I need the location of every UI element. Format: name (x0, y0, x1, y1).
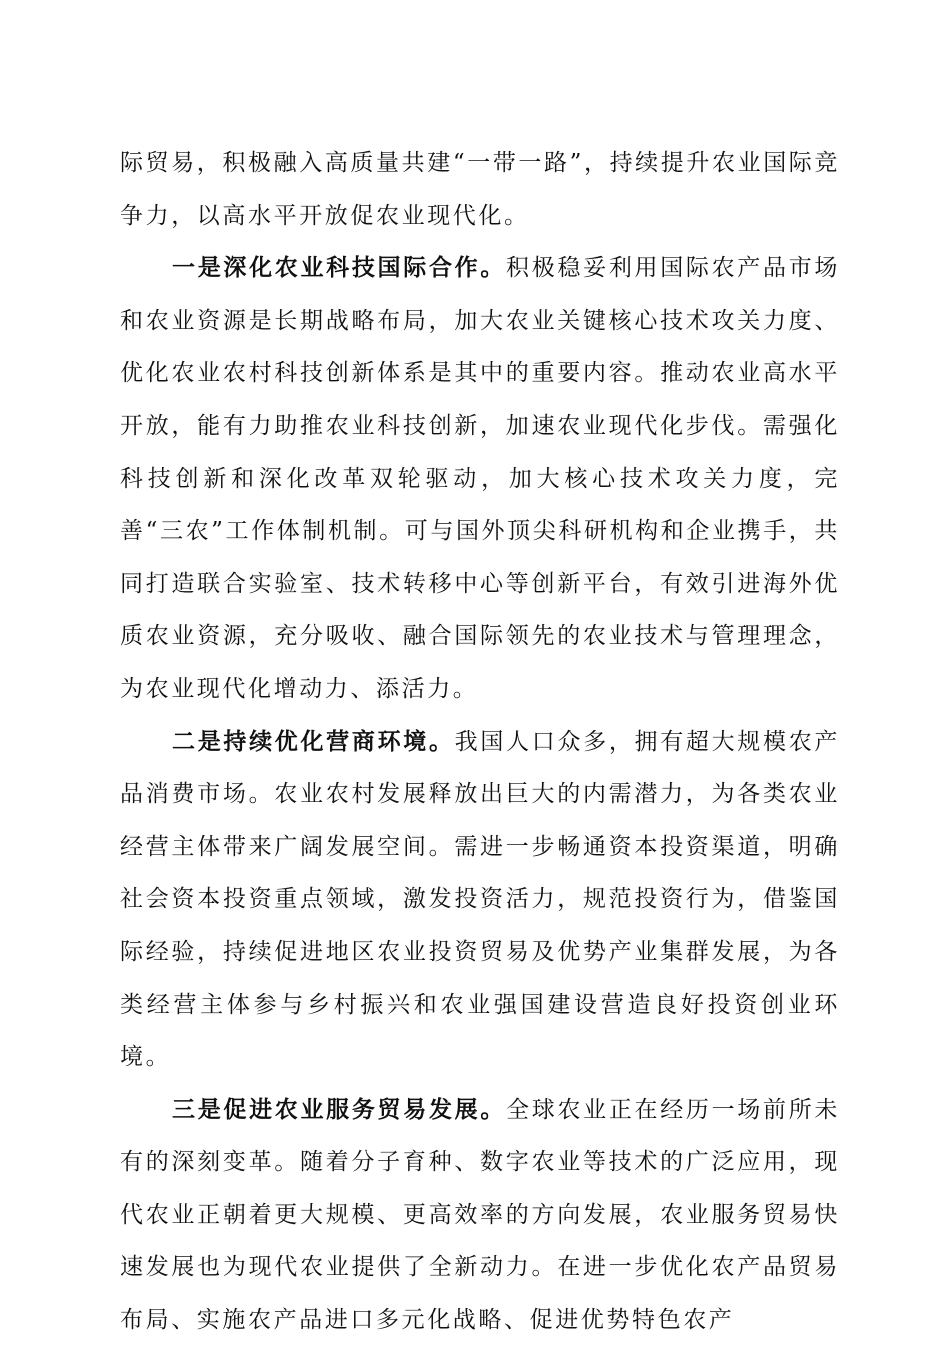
paragraph-continuation (120, 137, 840, 242)
paragraph-heading: 三是促进农业服务贸易发展。 (172, 1095, 507, 1123)
paragraph-text: 全球农业正在经历一场前所未有的深刻变革。随着分子育种、数字农业等技术的广泛应用，现代农业正朝着更大规模、更高效率的方向发展，农业服务贸易快速发展也为现代农业提供了全新动力。在进一步优化农产品贸易布局、实施农产品进口多元化战略、促进优势特色农产 (120, 1096, 840, 1334)
paragraph-business-environment (120, 716, 840, 1084)
paragraph-service-trade (120, 1084, 840, 1347)
paragraph-heading: 二是持续优化营商环境。 (172, 727, 455, 755)
paragraph-text: 积极稳妥利用国际农产品市场和农业资源是长期战略布局，加大农业关键核心技术攻关力度、优化农业农村科技创新体系是其中的重要内容。推动农业高水平开放，能有力助推农业科技创新，加速农业现代化步伐。需强化科技创新和深化改革双轮驱动，加大核心技术攻关力度，完善“三农”工作体制机制。可与国外顶尖科研机构和企业携手，共同打造联合实验室、技术转移中心等创新平台，有效引进海外优质农业资源，充分吸收、融合国际领先的农业技术与管理理念，为农业现代化增动力、添活力。 (120, 255, 840, 702)
article-body (120, 137, 840, 1347)
paragraph-text: 我国人口众多，拥有超大规模农产品消费市场。农业农村发展释放出巨大的内需潜力，为各类农业经营主体带来广阔发展空间。需进一步畅通资本投资渠道，明确社会资本投资重点领域，激发投资活力，规范投资行为，借鉴国际经验，持续促进地区农业投资贸易及优势产业集群发展，为各类经营主体参与乡村振兴和农业强国建设营造良好投资创业环境。 (120, 728, 840, 1071)
paragraph-text: 际贸易，积极融入高质量共建“一带一路”，持续提升农业国际竞争力，以高水平开放促农业现代化。 (120, 150, 840, 229)
paragraph-heading: 一是深化农业科技国际合作。 (172, 254, 507, 282)
paragraph-tech-cooperation (120, 242, 840, 715)
